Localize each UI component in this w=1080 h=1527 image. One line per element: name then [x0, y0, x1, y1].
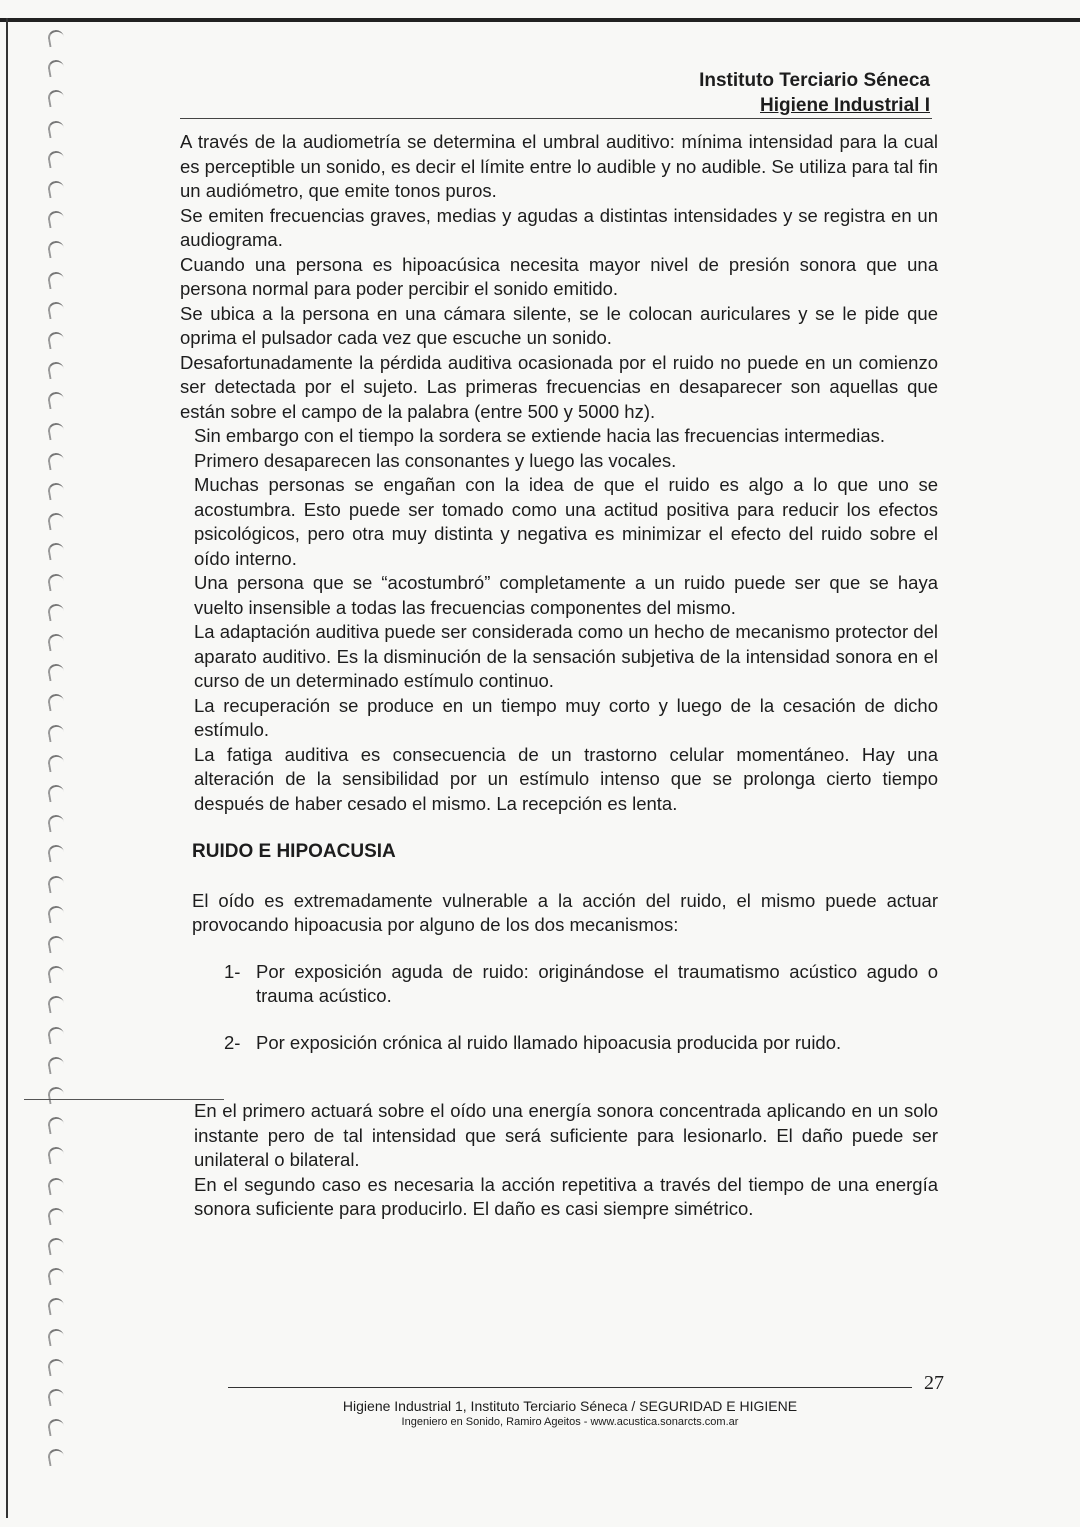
binding-ring — [47, 1207, 66, 1226]
binding-ring — [47, 1237, 66, 1256]
binding-ring — [47, 995, 66, 1014]
list-item-number: 1- — [224, 960, 241, 982]
binding-ring — [47, 29, 66, 48]
paragraph: La adaptación auditiva puede ser considerada como un hecho de mecanismo protector del aparato auditivo. Es la disminución de la sensación subjetiva de la intensidad sonora en el curso de un determinado estímulo continuo. — [194, 621, 938, 691]
binding-ring — [47, 1176, 66, 1195]
binding-ring — [47, 754, 66, 773]
paragraph: Se emiten frecuencias graves, medias y agudas a distintas intensidades y se registra en un audiograma. — [180, 204, 938, 250]
binding-ring — [47, 693, 66, 712]
binding-ring — [47, 421, 66, 440]
binding-ring — [47, 512, 66, 531]
paragraph: Primero desaparecen las consonantes y luego las vocales. — [194, 449, 677, 471]
paragraph: La fatiga auditiva es consecuencia de un trastorno celular momentáneo. Hay una alteración de la sensibilidad por un estímulo intenso que se prolonga cierto tiempo después de haber cesado el mismo. La recepción es lenta. — [194, 743, 938, 814]
paragraph: Sin embargo con el tiempo la sordera se extiende hacia las frecuencias intermedias. — [194, 425, 886, 446]
paragraph: Cuando una persona es hipoacúsica necesita mayor nivel de presión sonora que una persona normal para poder percibir el sonido emitido. — [180, 253, 938, 299]
list-item — [180, 960, 938, 1009]
binding-ring — [47, 331, 66, 350]
list-item-number: 2- — [224, 1031, 241, 1053]
body-text — [180, 130, 938, 1222]
binding-ring — [47, 150, 66, 169]
binding-ring — [47, 633, 66, 652]
binding-ring — [47, 1448, 66, 1467]
paragraph: Desafortunadamente la pérdida auditiva ocasionada por el ruido no puede en un comienzo ser detectada por el sujeto. Las primeras frecuencias en desaparecer son aquellas que están sobre el campo de la palabra (entre 500 y 5000 hz). — [180, 351, 938, 422]
binding-ring — [47, 1267, 66, 1286]
paragraph: La recuperación se produce en un tiempo muy corto y luego de la cesación de dicho estímulo. — [194, 694, 938, 740]
paragraph: Muchas personas se engañan con la idea de que el ruido es algo a lo que uno se acostumbra. Esto puede ser tomado como una actitud positiva para reducir los efectos psicológicos, pero otra muy distinta y negativa es minimizar el efecto del ruido sobre el oído interno. — [194, 474, 938, 569]
page-top-edge — [0, 18, 1080, 22]
spiral-binding — [40, 24, 70, 1504]
binding-ring — [47, 1146, 66, 1165]
binding-ring — [47, 301, 66, 320]
binding-ring — [47, 1116, 66, 1135]
paragraph: En el primero actuará sobre el oído una energía sonora concentrada aplicando en un solo instante pero de tal intensidad que será suficiente para lesionarlo. El daño puede ser unilateral o bilateral. — [194, 1100, 938, 1170]
binding-ring — [47, 723, 66, 742]
header-title: Instituto Terciario Séneca — [699, 70, 930, 91]
list-item-text: Por exposición crónica al ruido llamado hipoacusia producida por ruido. — [256, 1031, 842, 1053]
binding-ring — [47, 1056, 66, 1075]
binding-ring — [47, 1358, 66, 1377]
binding-ring — [47, 603, 66, 622]
header-subtitle: Higiene Industrial I — [760, 95, 930, 116]
binding-ring — [47, 240, 66, 259]
binding-ring — [47, 119, 66, 138]
paragraph: A través de la audiometría se determina el umbral auditivo: mínima intensidad para la cual es perceptible un sonido, es decir el límite entre lo audible y no audible. Se utiliza para tal fin un audiómetro, que emite tonos puros. — [180, 131, 938, 201]
binding-ring — [47, 784, 66, 803]
binding-ring — [47, 844, 66, 863]
header-divider — [180, 118, 932, 119]
binding-ring — [47, 482, 66, 501]
footer-divider — [228, 1387, 912, 1388]
section-intro: El oído es extremadamente vulnerable a la acción del ruido, el mismo puede actuar provocando hipoacusia por alguno de los dos mecanismos: — [192, 889, 938, 935]
binding-ring — [47, 814, 66, 833]
footer-credit: Ingeniero en Sonido, Ramiro Ageitos - www.acustica.sonarcts.com.ar — [401, 1416, 739, 1428]
binding-ring — [47, 542, 66, 561]
binding-ring — [47, 935, 66, 954]
footer-line: Higiene Industrial 1, Instituto Terciario Séneca / SEGURIDAD E HIGIENE — [342, 1398, 798, 1414]
binding-ring — [47, 1086, 66, 1105]
binding-ring — [47, 391, 66, 410]
list-item — [180, 1031, 938, 1056]
paragraph: En el segundo caso es necesaria la acción repetitiva a través del tiempo de una energía sonora suficiente para producirlo. El daño es casi siempre simétrico. — [194, 1173, 938, 1219]
page-number: 27 — [924, 1372, 944, 1394]
paragraph: Una persona que se “acostumbró” completamente a un ruido puede ser que se haya vuelto insensible a todas las frecuencias componentes del mismo. — [194, 572, 938, 618]
list-item-text: Por exposición aguda de ruido: originándose el traumatismo acústico agudo o trauma acústico. — [256, 960, 938, 1006]
page-left-edge — [6, 18, 8, 1518]
binding-ring — [47, 874, 66, 893]
page-footer — [228, 1398, 912, 1429]
binding-ring — [47, 1327, 66, 1346]
binding-ring — [47, 361, 66, 380]
paragraph: Se ubica a la persona en una cámara silente, se le colocan auriculares y se le pide que oprima el pulsador cada vez que escuche un sonido. — [180, 302, 938, 348]
binding-ring — [47, 1025, 66, 1044]
binding-ring — [47, 1297, 66, 1316]
binding-ring — [47, 89, 66, 108]
margin-line — [24, 1099, 224, 1100]
binding-ring — [47, 452, 66, 471]
binding-ring — [47, 180, 66, 199]
binding-ring — [47, 1418, 66, 1437]
binding-ring — [47, 663, 66, 682]
binding-ring — [47, 572, 66, 591]
mechanism-list — [180, 960, 938, 1056]
binding-ring — [47, 59, 66, 78]
section-heading: RUIDO E HIPOACUSIA — [192, 841, 396, 862]
binding-ring — [47, 210, 66, 229]
page-header — [699, 68, 930, 118]
binding-ring — [47, 270, 66, 289]
binding-ring — [47, 1388, 66, 1407]
binding-ring — [47, 905, 66, 924]
binding-ring — [47, 965, 66, 984]
